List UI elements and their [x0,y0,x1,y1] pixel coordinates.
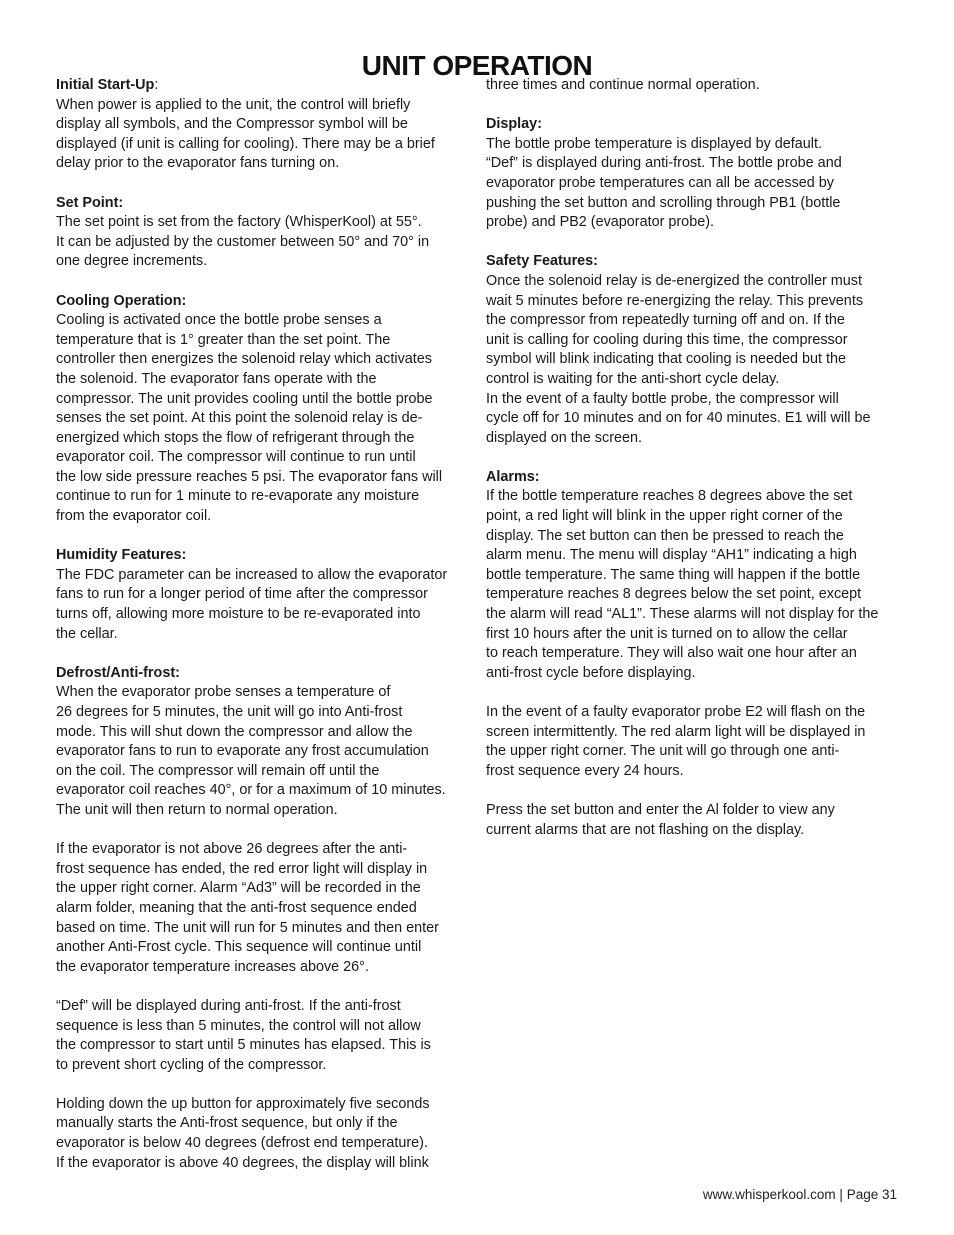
right-column [486,76,901,840]
display-heading: Display: [486,116,542,133]
set-point-text: The set point is set from the factory (WhisperKool) at 55°. It can be adjusted by the customer between 50° and 70° in one degree increments. [56,214,430,270]
defrost-text-3: “Def” will be displayed during anti-frost. If the anti-frost sequence is less than 5 minutes, the control will not allow the compressor to start until 5 minutes has elapsed. This is to prevent short cycling of the compressor. [56,997,431,1073]
continuation-text: three times and continue normal operation. [486,77,760,93]
alarms-heading: Alarms: [486,468,540,485]
alarms-text-1: If the bottle temperature reaches 8 degrees above the set point, a red light will blink in the upper right corner of the display. The set button can then be pressed to reach the alarm menu. The menu will display “AH1” indicating a high bottle temperature. The same thing will happen if the bottle temperature reaches 8 degrees below the set point, except the alarm will read “AL1”. These alarms will not display for the first 10 hours after the unit is turned on to allow the cellar to reach temperature. They will also wait one hour after an anti-frost cycle before displaying. [486,488,879,681]
left-column [56,76,471,1173]
defrost-text-1: When the evaporator probe senses a temperature of 26 degrees for 5 minutes, the unit will go into Anti-frost mode. This will shut down the compressor and allow the evaporator fans to run to evaporate any frost accumulation on the coil. The compressor will remain off until the evaporator coil reaches 40°, or for a maximum of 10 minutes. The unit will then return to normal operation. [56,684,446,818]
defrost-text-2: If the evaporator is not above 26 degrees after the anti- frost sequence has ended, the red error light will display in the upper right corner. Alarm “Ad3” will be recorded in the alarm folder, meaning that the anti-frost sequence ended based on time. The unit will run for 5 minutes and then enter another Anti-Frost cycle. This sequence will continue until the evaporator temperature increases above 26°. [56,841,439,975]
set-point-heading: Set Point: [56,194,124,211]
humidity-features-text: The FDC parameter can be increased to allow the evaporator fans to run for a longer period of time after the compressor turns off, allowing more moisture to be re-evaporated into the cellar. [56,566,448,642]
initial-startup-text: When power is applied to the unit, the control will briefly display all symbols, and the Compressor symbol will be displayed (if unit is calling for cooling). There may be a brief delay prior to the evaporator fans turning on. [56,96,435,172]
alarms-text-2: In the event of a faulty evaporator probe E2 will flash on the screen intermittently. The red alarm light will be displayed in the upper right corner. The unit will go through one anti- frost sequence every 24 hours. [486,704,866,779]
initial-startup-heading-colon: : [154,77,159,93]
initial-startup-heading-text: Initial Start-Up [56,77,155,93]
cooling-operation-text: Cooling is activated once the bottle probe senses a temperature that is 1° greater than the set point. The controller then energizes the solenoid relay which activates the solenoid. The evaporator fans operate with the compressor. The unit provides cooling until the bottle probe senses the set point. At this point the solenoid relay is de- energized which stops the flow of refrigerant through the evaporator coil. The compressor will continue to run until the low side pressure reaches 5 psi. The evaporator fans will continue to run for 1 minute to re-evaporate any moisture from the evaporator coil. [56,312,443,525]
page-footer: www.whisperkool.com | Page 31 [702,1187,897,1202]
safety-features-heading: Safety Features: [486,253,598,270]
humidity-features-heading: Humidity Features: [56,547,187,564]
page-title: UNIT OPERATION [361,50,593,81]
defrost-text-4: Holding down the up button for approximately five seconds manually starts the Anti-frost sequence, but only if the evaporator is below 40 degrees (defrost end temperature). If the evaporator is above 40 degrees, the display will blink [56,1095,430,1171]
initial-startup-heading [56,76,471,96]
alarms-text-3: Press the set button and enter the Al folder to view any current alarms that are not flashing on the display. [486,801,835,838]
safety-features-text: Once the solenoid relay is de-energized the controller must wait 5 minutes before re-energizing the relay. This prevents the compressor from repeatedly turning off and on. If the unit is calling for cooling during this time, the compressor symbol will blink indicating that cooling is needed but the control is waiting for the anti-short cycle delay. In the event of a faulty bottle probe, the compressor will cycle off for 10 minutes and on for 40 minutes. E1 will will be displayed on the screen. [486,272,871,446]
display-text: The bottle probe temperature is displayed by default. “Def” is displayed during anti-frost. The bottle probe and evaporator probe temperatures can all be accessed by pushing the set button and scrolling through PB1 (bottle probe) and PB2 (evaporator probe). [486,135,842,231]
defrost-heading: Defrost/Anti-frost: [56,664,180,681]
cooling-operation-heading: Cooling Operation: [56,292,187,309]
